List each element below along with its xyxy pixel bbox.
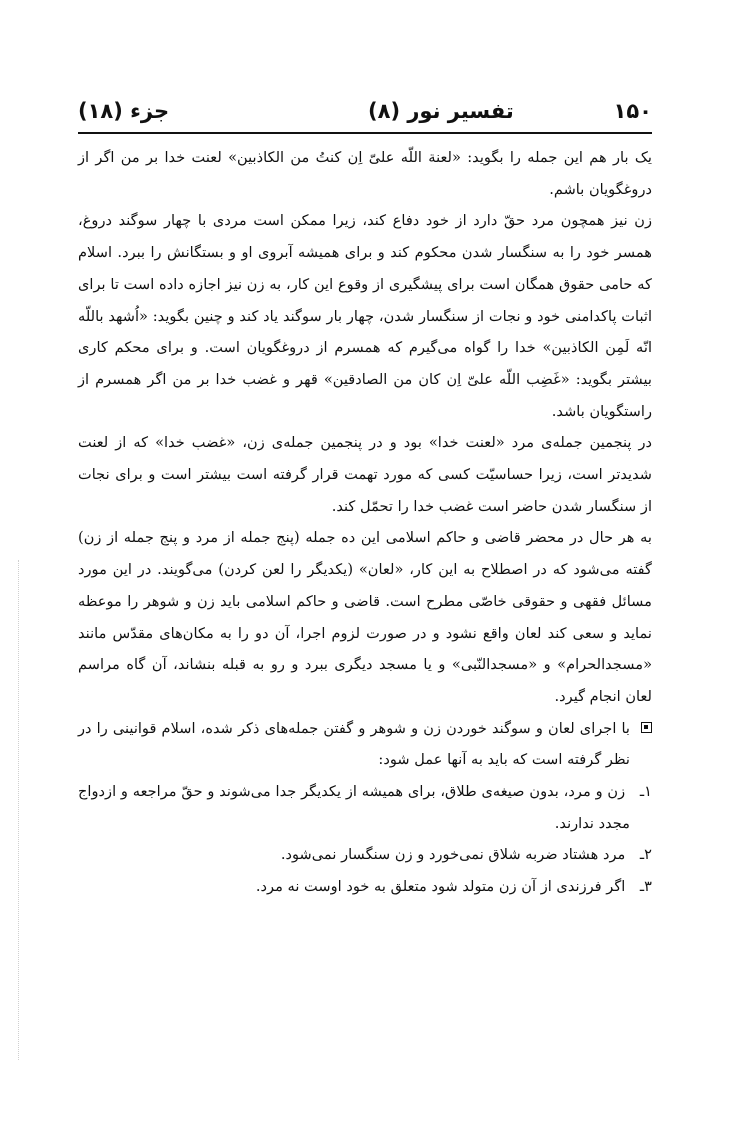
- square-bullet-icon: [641, 722, 652, 733]
- paragraph: یک بار هم این جمله را بگوید: «لعنة اللّه علیّ اِن کنتُ من الکاذبین» لعنت خدا بر من اگر از دروغگویان باشم.: [78, 149, 652, 198]
- list-number: ۲ـ: [639, 846, 652, 864]
- book-title: تفسیر نور (۸): [368, 99, 514, 123]
- list-item-text: اگر فرزندی از آن زن متولد شود متعلق به خود اوست نه مرد.: [255, 878, 626, 896]
- part-number: جزء (۱۸): [78, 99, 170, 123]
- list-item-text: مرد هشتاد ضربه شلاق نمی‌خورد و زن سنگسار نمی‌شود.: [280, 846, 626, 864]
- paragraph: زن نیز همچون مرد حقّ دارد از خود دفاع کند، زیرا ممکن است مردی با چهار سوگند دروغ، همسر خود را به سنگسار شدن محکوم کند و برای همیشه آبروی او و بستگانش را ببرد. اسلام که حامی حقوق همگان است برای پیشگیری از وقوع این کار، به زن نیز اجازه داده است تا برای اثبات پاکدامنی خود و نجات از سنگسار شدن، چهار بار سوگند یاد کند و چنین بگوید: «اُشهد باللّه انّه لَمِن الکاذبین» خدا را گواه می‌گیرم که همسرم از دروغگویان است. و برای محکم کاری بیشتر بگوید: «غَضِب اللّه علیّ اِن کان من الصادقین» قهر و غضب خدا بر من اگر همسرم از راستگویان باشد.: [78, 212, 652, 420]
- list-number: ۳ـ: [639, 878, 652, 896]
- scan-edge: [18, 560, 20, 1060]
- page-body: [78, 142, 652, 903]
- list-number: ۱ـ: [639, 783, 652, 801]
- note-text: با اجرای لعان و سوگند خوردن زن و شوهر و گفتن جمله‌های ذکر شده، اسلام قوانینی را در نظر گرفته است که باید به آنها عمل شود:: [78, 719, 630, 769]
- page-number: ۱۵۰: [613, 99, 652, 123]
- paragraph: به هر حال در محضر قاضی و حاکم اسلامی این ده جمله (پنج جمله از مرد و پنج جمله از زن) گفته می‌شود که در اصطلاح به این کار، «لعان» (یکدیگر را لعن کردن) می‌گویند. در این مورد مسائل فقهی و حقوقی خاصّی مطرح است. قاضی و حاکم اسلامی باید زن و شوهر را موعظه نماید و سعی کند لعان واقع نشود و در صورت لزوم اجرا، آن دو را به مکان‌های مقدّس مانند «مسجدالحرام» و «مسجدالنّبی» و یا مسجد دیگری ببرد و رو به قبله بنشاند، آن گاه مراسم لعان انجام گیرد.: [78, 529, 652, 705]
- list-item-text: زن و مرد، بدون صیغه‌ی طلاق، برای همیشه از یکدیگر جدا می‌شوند و حقّ مراجعه و ازدواج مجدد ندارند.: [78, 783, 630, 832]
- list-item: [78, 776, 652, 839]
- list-item: [78, 839, 652, 871]
- running-header: [78, 96, 652, 130]
- list-item: [78, 871, 652, 903]
- note-block: [78, 713, 652, 776]
- paragraph: در پنجمین جمله‌ی مرد «لعنت خدا» بود و در پنجمین جمله‌ی زن، «غضب خدا» که از لعنت شدیدتر است، زیرا حساسیّت کسی که مورد تهمت قرار گرفته است بیشتر است و برای نجات از سنگسار شدن حاضر است غضب خدا را تحمّل کند.: [78, 434, 652, 515]
- header-rule: [78, 132, 652, 134]
